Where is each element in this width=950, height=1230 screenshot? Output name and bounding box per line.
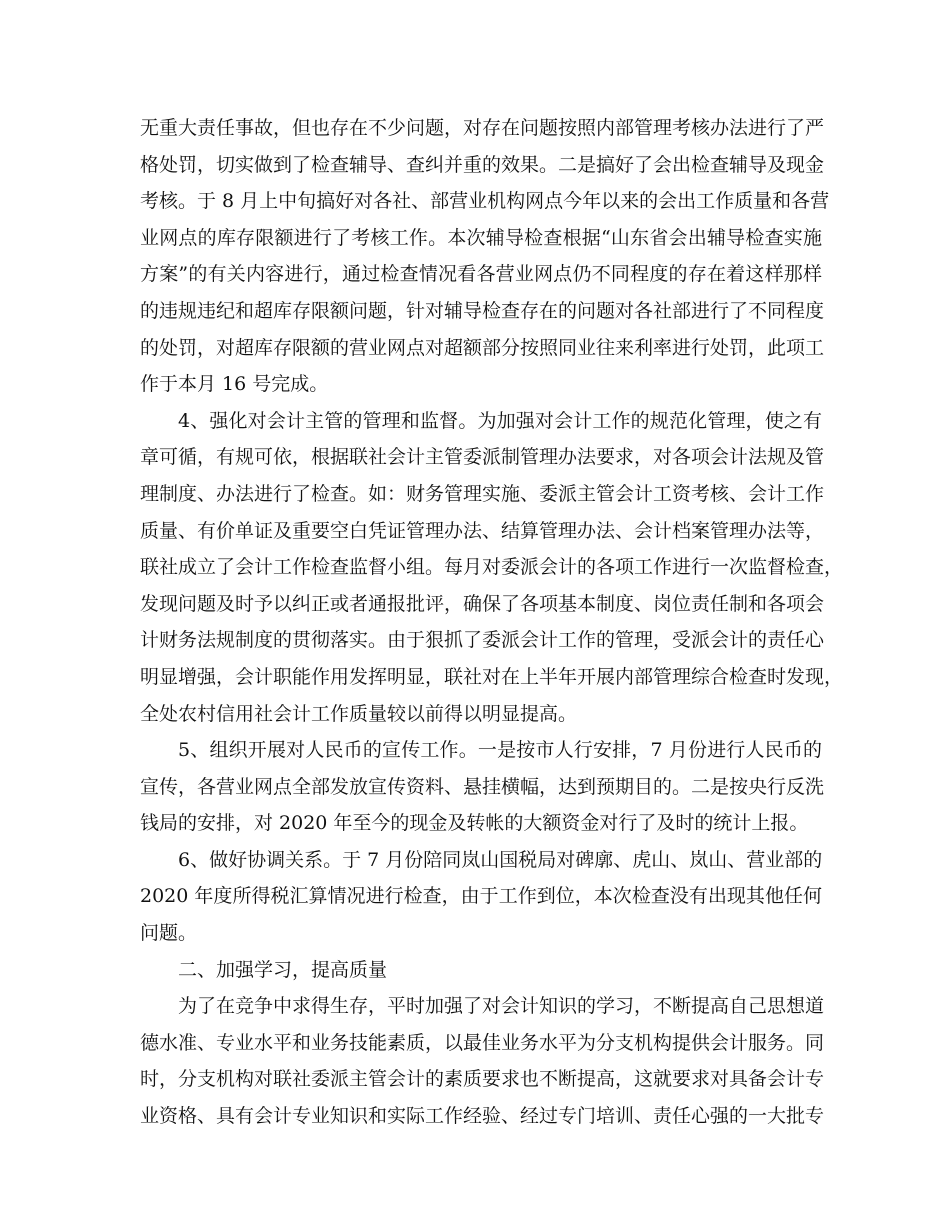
paragraph-5-line-3: 钱局的安排，对 2020 年至今的现金及转帐的大额资金对行了及时的统计上报。 bbox=[140, 812, 809, 835]
paragraph-4-line-3: 理制度、办法进行了检查。如：财务管理实施、委派主管会计工资考核、会计工作 bbox=[140, 482, 825, 505]
body-line-6: 的违规违纪和超库存限额问题，针对辅导检查存在的问题对各社部进行了不同程度 bbox=[140, 299, 825, 322]
body-line-3: 考核。于 8 月上中旬搞好对各社、部营业机构网点今年以来的会出工作质量和各营 bbox=[140, 190, 830, 213]
paragraph-4-line-6: 发现问题及时予以纠正或者通报批评，确保了各项基本制度、岗位责任制和各项会 bbox=[140, 592, 825, 615]
paragraph-4-line-9: 全处农村信用社会计工作质量较以前得以明显提高。 bbox=[140, 702, 578, 725]
body-line-7: 的处罚，对超库存限额的营业网点对超额部分按照同业往来利率进行处罚，此项工 bbox=[140, 336, 825, 359]
paragraph-5-line-2: 宣传，各营业网点全部发放宣传资料、悬挂横幅，达到预期目的。二是按央行反洗 bbox=[140, 775, 825, 798]
paragraph-4-line-8: 明显增强，会计职能作用发挥明显，联社对在上半年开展内部管理综合检查时发现， bbox=[140, 665, 844, 688]
paragraph-6-line-1: 6、做好协调关系。于 7 月份陪同岚山国税局对碑廓、虎山、岚山、营业部的 bbox=[178, 848, 823, 871]
paragraph-4-line-7: 计财务法规制度的贯彻落实。由于狠抓了委派会计工作的管理，受派会计的责任心 bbox=[140, 629, 825, 652]
paragraph-study-line-2: 德水准、专业水平和业务技能素质，以最佳业务水平为分支机构提供会计服务。同 bbox=[140, 1031, 825, 1054]
paragraph-study-line-3: 时，分支机构对联社委派主管会计的素质要求也不断提高，这就要求对具备会计专 bbox=[140, 1068, 825, 1091]
paragraph-4-line-2: 章可循，有规可依，根据联社会计主管委派制管理办法要求，对各项会计法规及管 bbox=[140, 446, 825, 469]
body-line-2: 格处罚，切实做到了检查辅导、查纠并重的效果。二是搞好了会出检查辅导及现金 bbox=[140, 153, 825, 176]
body-line-8: 作于本月 16 号完成。 bbox=[140, 373, 329, 396]
paragraph-4-line-1: 4、强化对会计主管的管理和监督。为加强对会计工作的规范化管理，使之有 bbox=[178, 409, 822, 432]
paragraph-4-line-5: 联社成立了会计工作检查监督小组。每月对委派会计的各项工作进行一次监督检查， bbox=[140, 556, 844, 579]
paragraph-study-line-4: 业资格、具有会计专业知识和实际工作经验、经过专门培训、责任心强的一大批专 bbox=[140, 1105, 825, 1128]
paragraph-6-line-2: 2020 年度所得税汇算情况进行检查，由于工作到位，本次检查没有出现其他任何 bbox=[140, 885, 822, 908]
paragraph-4-line-4: 质量、有价单证及重要空白凭证管理办法、结算管理办法、会计档案管理办法等， bbox=[140, 519, 825, 542]
body-line-1: 无重大责任事故，但也存在不少问题，对存在问题按照内部管理考核办法进行了严 bbox=[140, 117, 825, 139]
paragraph-5-line-1: 5、组织开展对人民币的宣传工作。一是按市人行安排，7 月份进行人民币的 bbox=[178, 739, 822, 762]
body-line-4: 业网点的库存限额进行了考核工作。本次辅导检查根据“山东省会出辅导检查实施 bbox=[140, 226, 822, 249]
paragraph-6-line-3: 问题。 bbox=[140, 922, 198, 945]
paragraph-study-line-1: 为了在竞争中求得生存，平时加强了对会计知识的学习，不断提高自己思想道 bbox=[178, 995, 825, 1018]
body-line-5: 方案”的有关内容进行，通过检查情况看各营业网点仍不同程度的存在着这样那样 bbox=[140, 263, 822, 286]
section-heading: 二、加强学习，提高质量 bbox=[178, 958, 388, 981]
